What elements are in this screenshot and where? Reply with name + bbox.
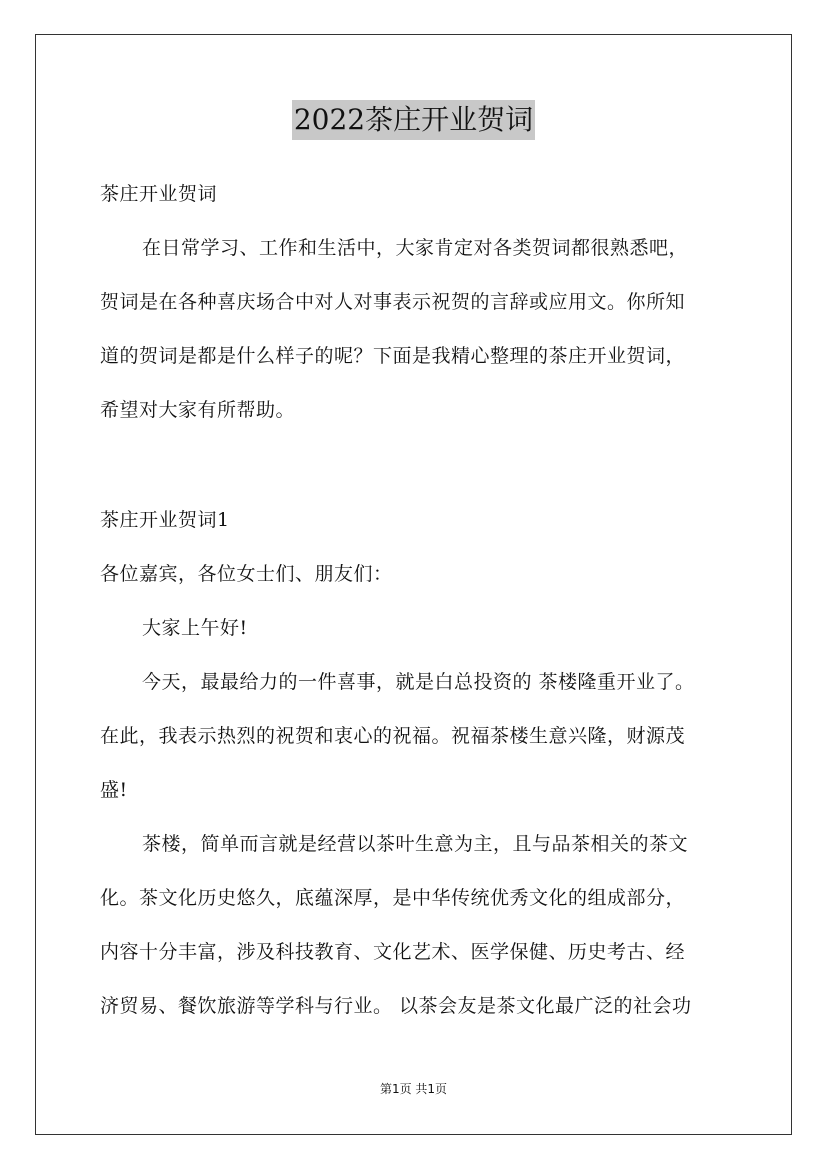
paragraph-line: 盛! <box>100 779 128 801</box>
title-container <box>0 100 827 140</box>
paragraph-line: 内容十分丰富，涉及科技教育、文化艺术、医学保健、历史考古、经 <box>100 941 686 963</box>
paragraph-line: 希望对大家有所帮助。 <box>100 399 296 421</box>
paragraph-line: 今天，最最给力的一件喜事，就是白总投资的 茶楼隆重开业了。 <box>142 671 695 693</box>
paragraph-line: 化。茶文化历史悠久，底蕴深厚，是中华传统优秀文化的组成部分， <box>100 887 686 909</box>
section-heading: 茶庄开业贺词1 <box>100 509 230 531</box>
salutation-line: 各位嘉宾，各位女士们、朋友们： <box>100 563 393 585</box>
paragraph-line: 贺词是在各种喜庆场合中对人对事表示祝贺的言辞或应用文。你所知 <box>100 291 686 313</box>
greeting-line: 大家上午好! <box>142 617 248 639</box>
paragraph-line: 茶楼，简单而言就是经营以茶叶生意为主，且与品茶相关的茶文 <box>142 833 689 855</box>
document-title: 2022茶庄开业贺词 <box>292 100 535 140</box>
paragraph-line: 在此，我表示热烈的祝贺和衷心的祝福。祝福茶楼生意兴隆，财源茂 <box>100 725 686 747</box>
paragraph-line: 济贸易、餐饮旅游等学科与行业。 以茶会友是茶文化最广泛的社会功 <box>100 995 692 1017</box>
paragraph-line: 道的贺词是都是什么样子的呢？下面是我精心整理的茶庄开业贺词， <box>100 345 686 367</box>
paragraph-line: 在日常学习、工作和生活中，大家肯定对各类贺词都很熟悉吧， <box>142 237 689 259</box>
page-footer: 第1页 共1页 <box>379 1082 448 1096</box>
section-heading: 茶庄开业贺词 <box>100 183 218 205</box>
